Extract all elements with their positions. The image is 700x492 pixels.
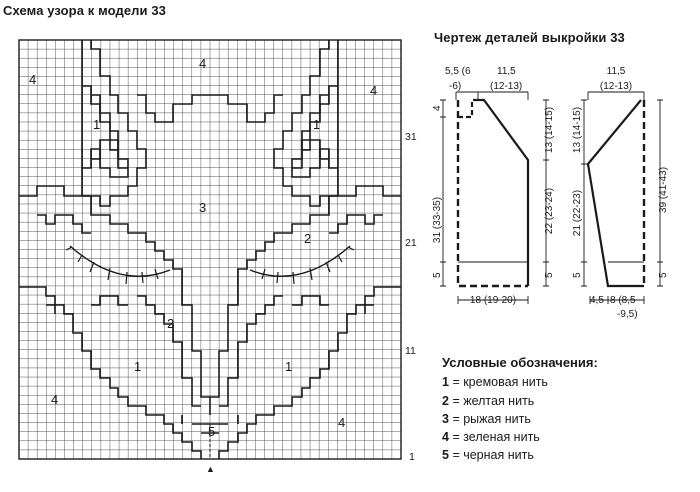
- front-dim: 5: [544, 272, 555, 278]
- left-leaf-outer: [82, 40, 146, 206]
- row-number: 21: [405, 237, 417, 249]
- legend-text: = рыжая нить: [452, 411, 531, 426]
- front-piece-solid: [478, 100, 528, 286]
- region-label: 2: [167, 316, 175, 331]
- front-dim-lines: [440, 92, 549, 304]
- sleeve-dim: 5: [658, 272, 669, 278]
- grid-lines: [19, 40, 401, 459]
- sleeve-dim: 5: [572, 272, 583, 278]
- sleeve-dim: 13 (14-15): [572, 106, 583, 154]
- right-wing-inner: [219, 215, 383, 406]
- right-lashes: [262, 247, 354, 284]
- region-label: 5: [208, 424, 216, 439]
- front-dim: 11,5: [497, 66, 516, 77]
- front-dim: 5,5 (6: [445, 66, 471, 77]
- front-dim: 31 (33-35): [432, 196, 443, 244]
- front-dim: 13 (14-15): [544, 106, 555, 154]
- region-label: 1: [93, 117, 101, 132]
- front-dim: 5: [432, 272, 443, 278]
- legend: [442, 354, 598, 465]
- left-leaf-core: [91, 95, 128, 168]
- sleeve-outline: [588, 100, 644, 286]
- right-wing-outline: [210, 186, 401, 397]
- sleeve-piece: [572, 66, 669, 320]
- region-label: 2: [304, 231, 312, 246]
- sleeve-dim: 11,5: [606, 66, 626, 77]
- right-leaf-core: [292, 95, 329, 168]
- legend-num: 2: [442, 393, 449, 408]
- legend-num: 4: [442, 430, 449, 445]
- scheme-border: [19, 40, 401, 459]
- sleeve-dim: (12-13): [599, 81, 633, 92]
- legend-text: = желтая нить: [452, 393, 535, 408]
- left-leaf-inner: [82, 86, 128, 177]
- region-label: 4: [370, 83, 378, 98]
- sleeve-dim: 4,5: [590, 295, 604, 306]
- motif-outlines: [19, 40, 401, 459]
- right-leaf-outer: [274, 40, 338, 206]
- legend-item: [442, 410, 598, 428]
- sleeve-dim-lines: [581, 92, 663, 304]
- region-label: 4: [51, 392, 59, 407]
- legend-item: [442, 428, 598, 446]
- legend-item: [442, 373, 598, 391]
- legend-text: = черная нить: [452, 448, 534, 463]
- left-lashes: [66, 247, 158, 284]
- legend-num: 5: [442, 448, 449, 463]
- sleeve-dim: 39 (41-43): [658, 166, 669, 214]
- legend-num: 1: [442, 375, 449, 390]
- center-marker: ▲: [206, 464, 215, 474]
- chart-title: Схема узора к модели 33: [3, 3, 166, 18]
- center-head-outline: [137, 95, 283, 122]
- left-wing-lower: [19, 287, 201, 459]
- region-label: 4: [338, 415, 346, 430]
- right-wing-lower: [219, 287, 401, 459]
- front-shoulder: [458, 100, 478, 117]
- front-piece: [432, 66, 555, 306]
- bottom-center-outline: [182, 415, 238, 433]
- region-label: 4: [29, 72, 37, 87]
- right-eye-arc: [250, 246, 350, 276]
- legend-num: 3: [442, 411, 449, 426]
- front-dim: 22 (23-24): [544, 187, 555, 235]
- legend-text: = зеленая нить: [452, 430, 540, 445]
- legend-item: [442, 392, 598, 410]
- pattern-title: Чертеж деталей выкройки 33: [434, 30, 625, 45]
- region-label: 1: [134, 359, 142, 374]
- legend-item: [442, 446, 598, 464]
- left-eye-arc: [70, 246, 170, 276]
- region-label: 4: [199, 56, 207, 71]
- sleeve-dim: 8 (8,5: [610, 295, 636, 306]
- sleeve-dim: 21 (22-23): [572, 189, 583, 237]
- legend-text: = кремовая нить: [452, 375, 548, 390]
- region-label: 3: [199, 200, 207, 215]
- region-label: 1: [285, 359, 293, 374]
- row-number: 31: [405, 131, 417, 143]
- sleeve-dim: -9,5): [617, 309, 638, 320]
- front-dim: -6): [449, 81, 462, 92]
- left-wing-inner: [37, 215, 201, 406]
- front-piece-outline: [458, 100, 528, 286]
- front-dim: 4: [432, 105, 443, 111]
- legend-title: Условные обозначения:: [442, 355, 598, 370]
- front-dim: (12-13): [490, 81, 523, 92]
- region-label: 1: [313, 117, 321, 132]
- front-dim: 18 (19-20): [469, 295, 517, 306]
- left-wing-outline: [19, 186, 210, 415]
- row-number: 11: [405, 345, 416, 357]
- right-leaf-inner: [292, 86, 338, 177]
- row-number: 1: [409, 451, 415, 463]
